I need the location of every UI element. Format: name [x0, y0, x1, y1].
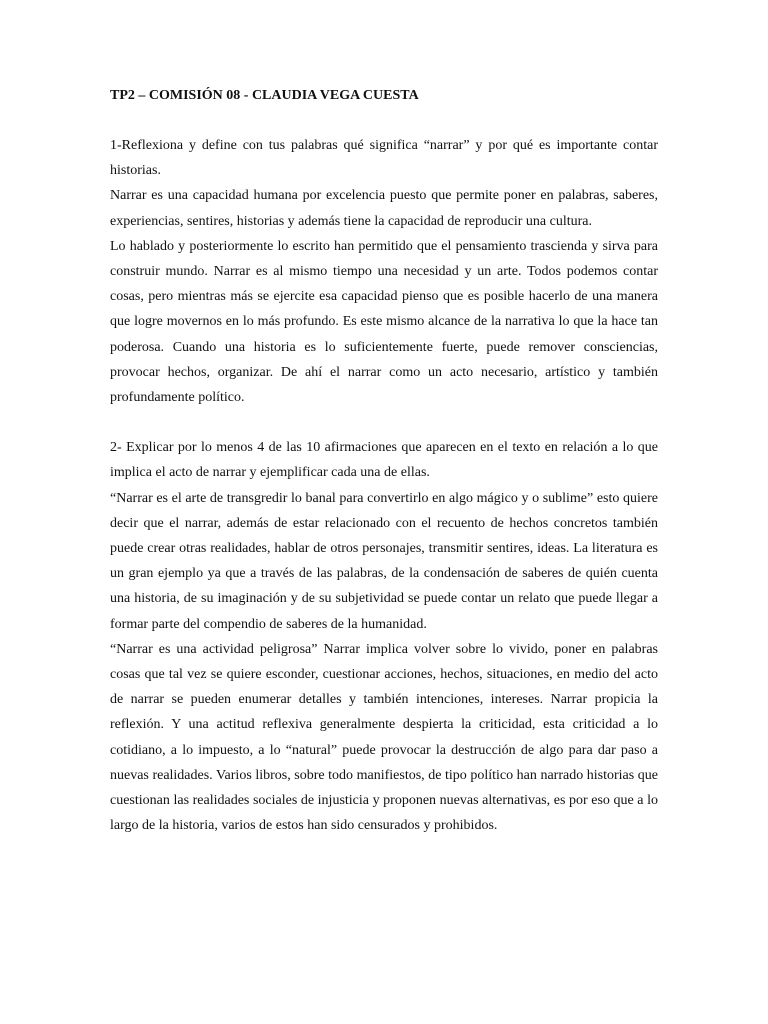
document-body: [110, 83, 658, 838]
question-1: 1-Reflexiona y define con tus palabras qué significa “narrar” y por qué es importante contar historias.: [110, 138, 658, 179]
question-2: 2- Explicar por lo menos 4 de las 10 afirmaciones que aparecen en el texto en relación a lo que implica el acto de narrar y ejemplificar cada una de ellas.: [110, 440, 658, 481]
spacer: [110, 108, 658, 133]
spacer: [110, 410, 658, 435]
answer-2-paragraph-2: “Narrar es una actividad peligrosa” Narrar implica volver sobre lo vivido, poner en palabras cosas que tal vez se quiere esconder, cuestionar acciones, hechos, situaciones, en medio del acto de narrar se pueden enumerar detalles y también intenciones, intereses. Narrar propicia la reflexión. Y una actitud reflexiva generalmente despierta la criticidad, esta criticidad a lo cotidiano, a lo impuesto, a lo “natural” puede provocar la destrucción de algo para dar paso a nuevas realidades. Varios libros, sobre todo manifiestos, de tipo político han narrado historias que cuestionan las realidades sociales de injusticia y proponen nuevas alternativas, es por eso que a lo largo de la historia, varios de estos han sido censurados y prohibidos.: [110, 641, 658, 834]
answer-1-paragraph-1: Narrar es una capacidad humana por excelencia puesto que permite poner en palabras, saberes, experiencias, sentires, historias y además tiene la capacidad de reproducir una cultura.: [110, 188, 658, 229]
answer-1-paragraph-2: Lo hablado y posteriormente lo escrito han permitido que el pensamiento trascienda y sirva para construir mundo. Narrar es al mismo tiempo una necesidad y un arte. Todos podemos contar cosas, pero mientras más se ejercite esa capacidad pienso que es posible hacerlo de una manera que logre movernos en lo más profundo. Es este mismo alcance de la narrativa lo que la hace tan poderosa. Cuando una historia es lo suficientemente fuerte, puede remover consciencias, provocar hechos, organizar. De ahí el narrar como un acto necesario, artístico y también profundamente político.: [110, 238, 658, 406]
document-title: TP2 – COMISIÓN 08 - CLAUDIA VEGA CUESTA: [110, 88, 419, 103]
answer-2-paragraph-1: “Narrar es el arte de transgredir lo banal para convertirlo en algo mágico y o sublime” esto quiere decir que el narrar, además de estar relacionado con el recuento de hechos concretos también puede crear otras realidades, hablar de otros personajes, transmitir sentires, ideas. La literatura es un gran ejemplo ya que a través de las palabras, de la condensación de saberes de quién cuenta una historia, de su imaginación y de su subjetividad se puede contar un relato que puede llegar a formar parte del compendio de saberes de la humanidad.: [110, 490, 658, 632]
